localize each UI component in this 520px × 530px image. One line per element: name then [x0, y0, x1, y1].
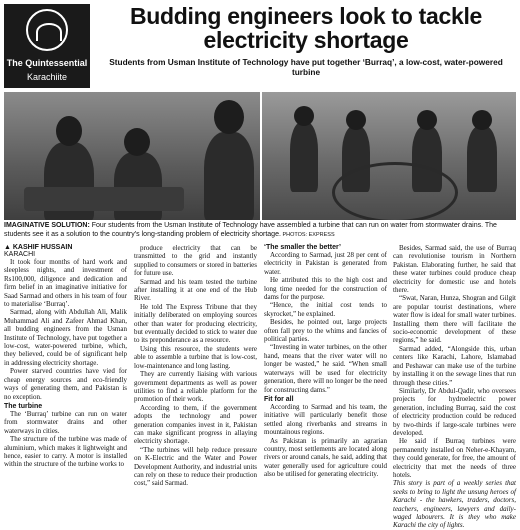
- article-column-3: [264, 244, 387, 479]
- paragraph: Sarmad and his team tested the turbine after installing it at one end of the Hub River.: [134, 277, 257, 303]
- subheading-smaller-better: ‘The smaller the better’: [264, 244, 341, 251]
- caption-text: Four students from the Usman Institute of Technology have assembled a turbine that can run on water from stormwater drains. The students see it as a solution to the country’s long-standing problem of electricity shortage.: [4, 222, 497, 238]
- series-note: This story is part of a weekly series that seeks to bring to light the unsung heroes of Karachi - the hawkers, traders, doctors, teachers, engineers, lawyers and daily-waged labourers. It is they who make Karachi the city of lights.: [393, 479, 516, 530]
- article-standfirst: Students from Usman Institute of Technology have put together ‘Burraq’, a low-cost, water-powered turbine: [109, 57, 503, 77]
- dateline-place: KARACHI: [4, 251, 36, 258]
- paragraph: Sarmad added, “Alongside this, urban centers like Karachi, Lahore, Islamabad and Peshawar can make use of the turbine by installing it on the sewage lines that run through these cities.”: [393, 344, 516, 387]
- logo-emblem-icon: [26, 9, 68, 51]
- paragraph: He told The Express Tribune that they initially deliberated on employing sources other than water for producing electricity, but eventually decided to stick to water due to its preponderance as a resource.: [134, 302, 257, 345]
- paragraph: Power starved countries have vied for cheap energy sources and eco-friendly ways of generating them, and Pakistan is no exception.: [4, 367, 127, 401]
- paragraph: They are currently liaising with various government departments as well as power utilities to find a reliable platform for the promotion of their work.: [134, 370, 257, 404]
- article-headline: Budding engineers look to tackle electricity shortage: [129, 3, 483, 53]
- caption-lead: IMAGINATIVE SOLUTION:: [4, 222, 90, 229]
- photo-caption: [4, 222, 516, 239]
- paragraph: “The turbines will help reduce pressure on K-Electric and the Water and Power Development Authority, and industrial units can rely on these to reduce their production cost,” said Sarmad.: [134, 445, 258, 488]
- article-column-2: [134, 244, 257, 488]
- paragraph: The structure of the turbine was made of aluminium, which makes it lightweight and hence, easier to carry. A motor is installed within the structure of the turbine works to: [4, 435, 127, 469]
- subheading-turbine: The turbine: [4, 402, 43, 410]
- paragraph: Similarly, Dr Abdul-Qadir, who oversees projects for hydroelectric power generation, including Burraq, said the cost of electricity production could be reduced by two-thirds if large-scale turbines were developed.: [393, 386, 516, 437]
- photo-students-with-turbine-right: [262, 92, 516, 220]
- article-column-4: [393, 244, 516, 530]
- paragraph: According to Sarmad, just 28 per cent of electricity in Pakistan is generated from water.: [264, 251, 387, 276]
- paragraph: Using this resource, the students were able to assemble a turbine that is low-cost, low-maintenance and long lasting.: [134, 344, 257, 370]
- logo-subtitle: Karachiite: [26, 72, 68, 82]
- subheading-fit-for-all: Fit for all: [264, 395, 294, 403]
- article-column-1: [4, 244, 127, 469]
- paragraph: He said if Burraq turbines were permanently installed on Neher-e-Khayam, they could generate, for free, the amount of electricity that met the needs of three hotels.: [393, 437, 516, 479]
- paragraph: Besides, Sarmad said, the use of Burraq can revolutionise tourism in Northern Pakistan. Elaborating further, he said that these water turbines could produce cheap electricity for domestic use and hotels there.: [393, 244, 516, 295]
- paragraph: “Investing in water turbines, on the other hand, means that the river water will no longer be wasted,” he said. “When small waterways will be used for electricity generation, there will no longer be the need for constructing dams.”: [264, 343, 387, 394]
- paragraph: “Swat, Naran, Hunza, Shogran and Gilgit are popular tourist destinations, where water flow is ideal for small water turbines. Installing them there will facilitate the socio-economic development of these regions,” he said.: [393, 294, 516, 345]
- paragraph: According to them, if the government adopts the technology and power generation companies invest in it, Pakistan can make significant progress in allaying electricity shortage.: [134, 403, 257, 446]
- paragraph: Besides, he pointed out, large projects often fall prey to the whims and fancies of political parties.: [264, 318, 387, 344]
- paragraph: Sarmad, along with Abdullah Ali, Malik Muhammad Ali and Zafeer Ahmad Khan, all budding engineers from the Usman Institute of Technology, have put together a low-cost, water-powered turbine, which, they believed, could be of significant help in addressing electricity shortage.: [4, 308, 127, 367]
- paragraph: As Pakistan is primarily an agrarian country, most settlements are located along rivers or around canals, he said, adding that water generally used for agriculture could also be utilised for generating electricity.: [264, 436, 387, 479]
- paragraph: “Hence, the initial cost tends to skyrocket,” he explained.: [264, 301, 387, 318]
- caption-credit: PHOTOS: EXPRESS: [280, 231, 335, 238]
- byline: ▲ KASHIF HUSSAIN: [4, 244, 73, 251]
- paragraph: It took four months of hard work and sleepless nights, and investment of Rs100,000, diligence and dedication and firm belief in an imaginative initiative for Saad Sarmad and others in his team of four to materialise ‘Burraq’.: [4, 258, 127, 309]
- paragraph: According to Sarmad and his team, the initiative will particularly benefit those settled along riverbanks and streams in mountainous regions.: [264, 402, 387, 437]
- photo-students-with-turbine-left: [4, 92, 260, 220]
- paragraph: The ‘Burraq’ turbine can run on water from stormwater drains and other waterways in cities.: [4, 409, 127, 435]
- paragraph: produce electricity that can be transmitted to the grid and instantly supplied to consumers or stored in batteries for future use.: [134, 244, 257, 278]
- newspaper-section-logo: [4, 4, 90, 88]
- logo-brand: The Quintessential: [6, 58, 88, 68]
- paragraph: He attributed this to the high cost and long time needed for the construction of dams for the purpose.: [264, 276, 387, 302]
